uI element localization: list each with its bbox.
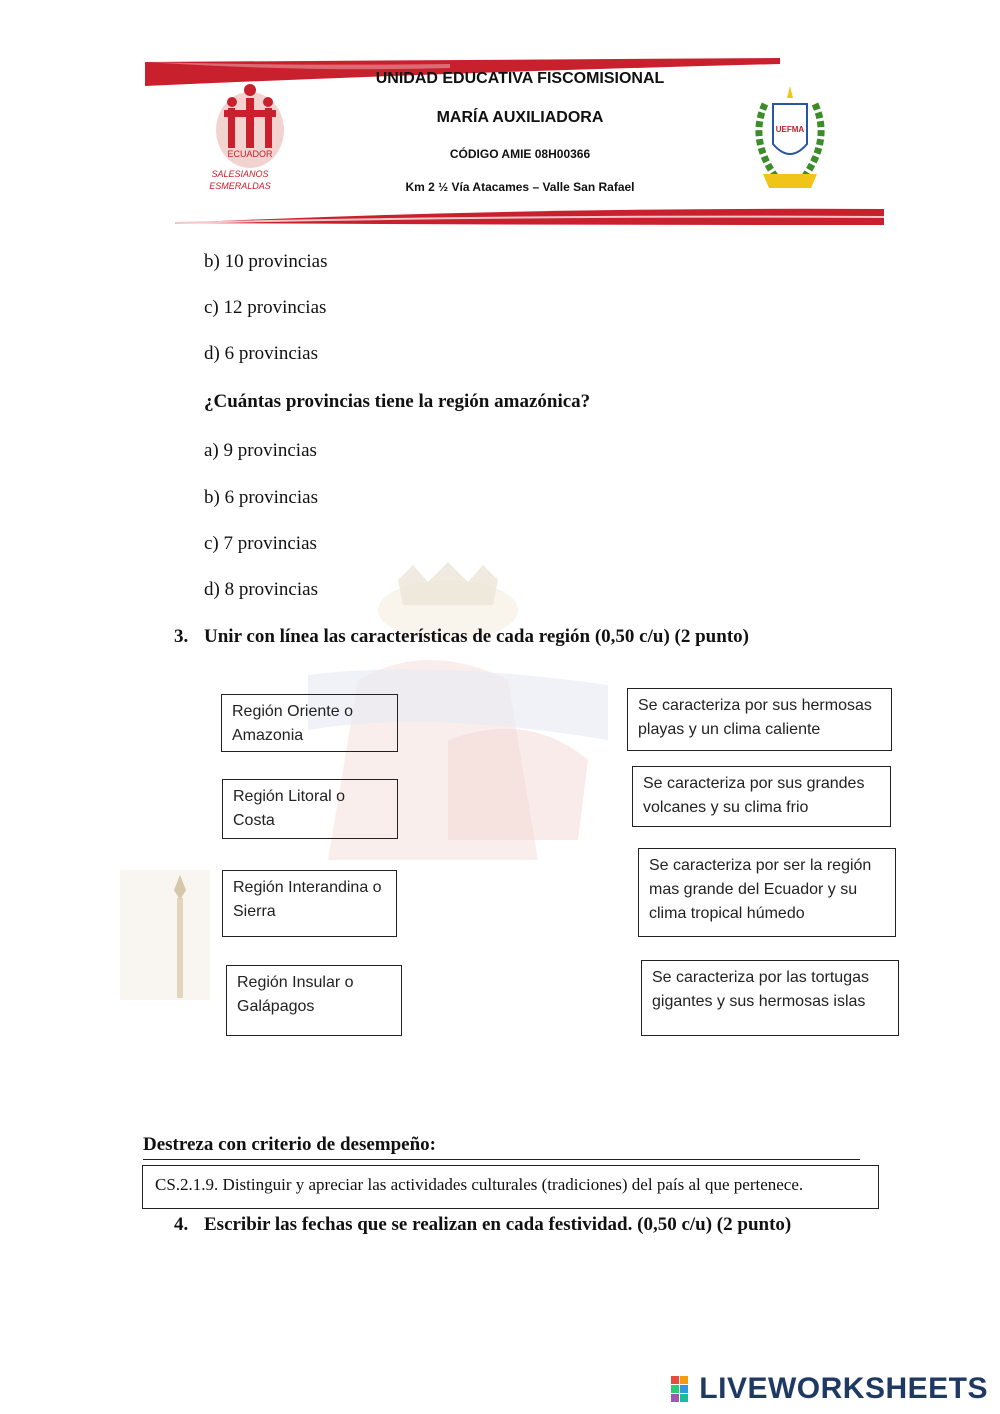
region-box-costa[interactable]: Región Litoral o Costa — [222, 779, 398, 839]
question-3-text: Unir con línea las características de cada región (0,50 c/u) (2 punto) — [204, 626, 749, 647]
amazon-option-c: c) 7 provincias — [204, 533, 317, 554]
uefma-text: UEFMA — [775, 125, 805, 134]
amie-code: CÓDIGO AMIE 08H00366 — [449, 147, 591, 161]
feature-box-volcanes[interactable]: Se caracteriza por sus grandes volcanes y su clima frio — [632, 766, 891, 827]
q2-option-d: d) 6 provincias — [204, 343, 318, 364]
destreza-title: Destreza con criterio de desempeño: — [143, 1134, 436, 1155]
liveworksheets-logo[interactable] — [671, 1372, 988, 1406]
liveworksheets-brand-text: LIVEWORKSHEETS — [699, 1372, 988, 1405]
uefma-logo — [745, 84, 835, 199]
question-4-text: Escribir las fechas que se realizan en cada festividad. (0,50 c/u) (2 punto) — [204, 1214, 792, 1235]
feature-box-playas[interactable]: Se caracteriza por sus hermosas playas y un clima caliente — [627, 688, 892, 751]
salesianos-logo — [210, 80, 290, 200]
school-address: Km 2 ½ Vía Atacames – Valle San Rafael — [405, 180, 635, 194]
liveworksheets-grid-icon — [671, 1376, 697, 1402]
destreza-text: CS.2.1.9. Distinguir y apreciar las actividades culturales (tradiciones) del país al que pertenece. — [155, 1175, 804, 1194]
region-box-amazonia[interactable]: Región Oriente o Amazonia — [221, 694, 398, 752]
destreza-underline — [143, 1159, 860, 1160]
feature-box-amazonica[interactable]: Se caracteriza por ser la región mas grande del Ecuador y su clima tropical húmedo — [638, 848, 896, 937]
region-box-sierra[interactable]: Región Interandina o Sierra — [222, 870, 397, 937]
region-box-galapagos[interactable]: Región Insular o Galápagos — [226, 965, 402, 1036]
destreza-box — [142, 1165, 879, 1209]
question-4-number: 4. — [174, 1214, 189, 1235]
amazon-option-d: d) 8 provincias — [204, 579, 318, 600]
logo-text-ecuador: ECUADOR — [227, 149, 273, 159]
feature-box-tortugas[interactable]: Se caracteriza por las tortugas gigantes y sus hermosas islas — [641, 960, 899, 1036]
question-amazon: ¿Cuántas provincias tiene la región amazónica? — [204, 391, 591, 412]
q2-option-b: b) 10 provincias — [204, 251, 328, 272]
school-name-line2: MARÍA AUXILIADORA — [436, 109, 604, 126]
laurel-shield-icon — [745, 84, 835, 199]
logo-text-salesianos: SALESIANOS — [211, 169, 269, 179]
question-3-number: 3. — [174, 626, 189, 647]
amazon-option-a: a) 9 provincias — [204, 440, 317, 461]
amazon-option-b: b) 6 provincias — [204, 487, 318, 508]
q2-option-c: c) 12 provincias — [204, 297, 327, 318]
school-name-line1: UNIDAD EDUCATIVA FISCOMISIONAL — [375, 70, 665, 87]
header-red-band-bottom — [0, 205, 1000, 229]
logo-text-esmeraldas: ESMERALDAS — [209, 181, 271, 191]
watermark-scepter-left — [120, 870, 210, 1000]
